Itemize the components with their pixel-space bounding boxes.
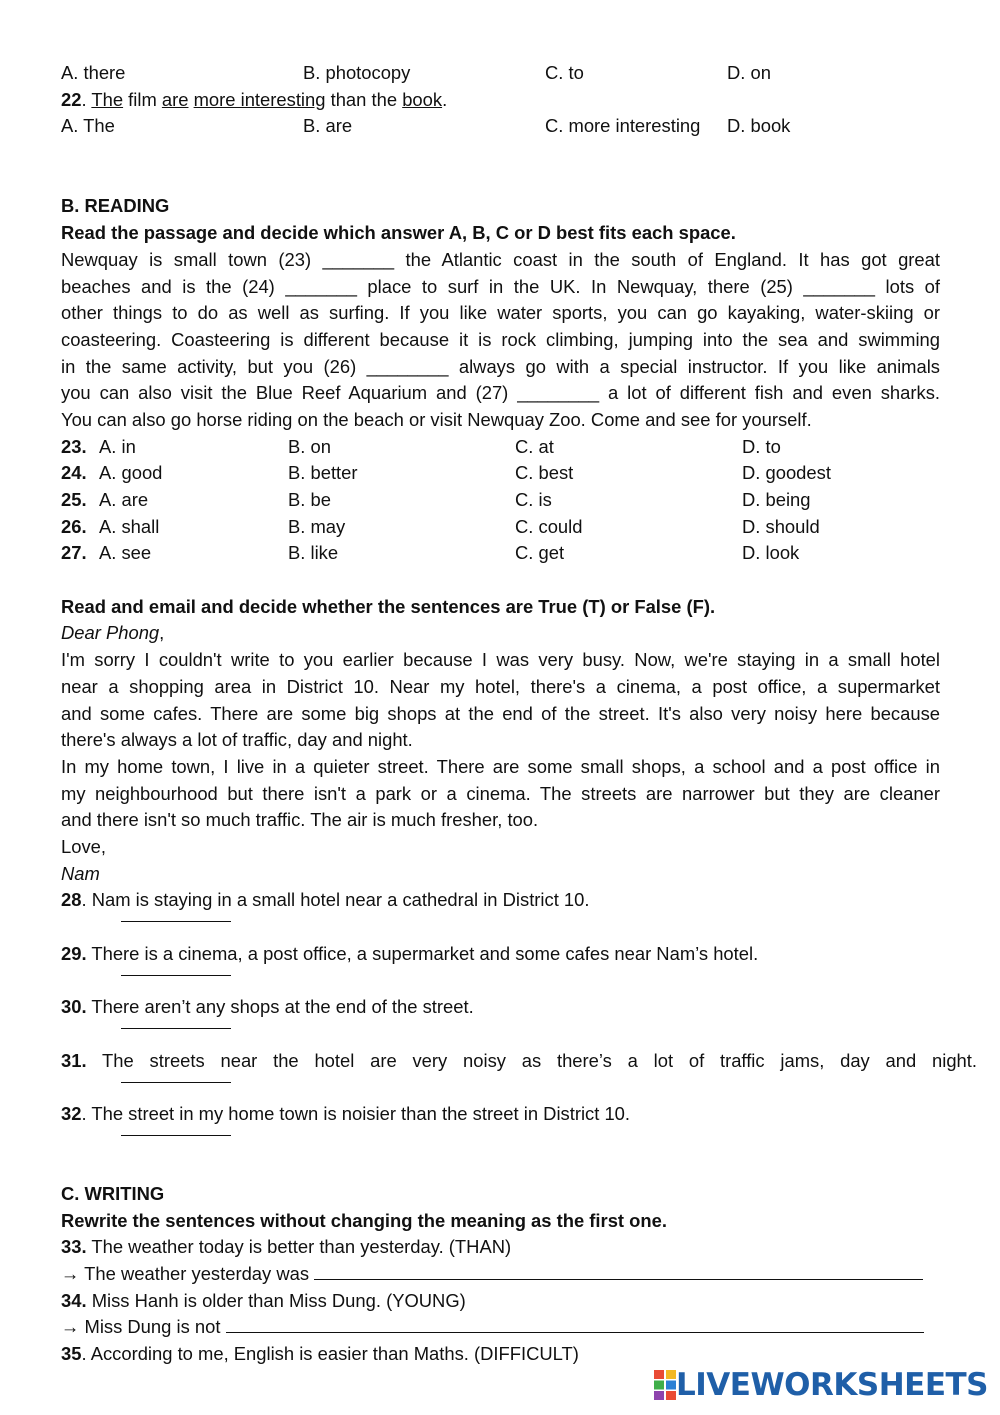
question-number: 24. bbox=[61, 462, 87, 484]
writing-items bbox=[61, 1234, 941, 1341]
option-a[interactable]: A. see bbox=[99, 542, 152, 564]
q21-option-c: C. to bbox=[545, 62, 584, 83]
passage-line: You can also go horse riding on the beach or visit Newquay Zoo. Come and see for yourself. bbox=[61, 408, 812, 430]
statement-number: 31. bbox=[61, 1049, 87, 1071]
passage-line: beaches and is the (24) _______ place to surf in the UK. In Newquay, there (25) _______ lots of bbox=[61, 275, 940, 297]
passage-line: Newquay is small town (23) _______ the Atlantic coast in the south of England. It has got great bbox=[61, 248, 940, 270]
question-number: 23. bbox=[61, 435, 87, 457]
q22-part: The bbox=[91, 88, 124, 110]
question-number: 26. bbox=[61, 515, 87, 537]
q22-part: more interesting bbox=[193, 88, 326, 110]
email-line: In my home town, I live in a quieter street. There are some small shops, a school and a post office in bbox=[61, 755, 940, 777]
email-signature: Nam bbox=[61, 862, 100, 884]
reading-questions bbox=[61, 434, 941, 567]
rewrite-prompt: Miss Dung is not bbox=[79, 1316, 226, 1338]
answer-blank[interactable] bbox=[121, 1135, 231, 1136]
option-a[interactable]: A. in bbox=[99, 435, 136, 457]
worksheet-page bbox=[61, 60, 978, 1368]
question-number: 33. bbox=[61, 1236, 87, 1258]
email-line: near a shopping area in District 10. Near my hotel, there's a cinema, a post office, a supermarket bbox=[61, 675, 940, 697]
statement-number: 32 bbox=[61, 1102, 82, 1124]
option-d[interactable]: D. to bbox=[742, 435, 781, 457]
question-number: 27. bbox=[61, 542, 87, 564]
reading-heading: B. READING bbox=[61, 195, 170, 217]
tf-statement bbox=[61, 941, 941, 994]
option-a[interactable]: A. shall bbox=[99, 515, 160, 537]
writing-instruction: Rewrite the sentences without changing the meaning as the first one. bbox=[61, 1209, 667, 1231]
writing-question: 33. The weather today is better than yesterday. (THAN) bbox=[61, 1236, 512, 1258]
option-c[interactable]: C. best bbox=[515, 462, 574, 484]
tf-statement bbox=[61, 1101, 941, 1154]
question-number: 34. bbox=[61, 1289, 87, 1311]
option-d[interactable]: D. being bbox=[742, 489, 811, 511]
email-closing: Love, bbox=[61, 835, 106, 857]
q21-option-d: D. on bbox=[727, 62, 771, 83]
option-c[interactable]: C. could bbox=[515, 515, 583, 537]
statement-number: 29. bbox=[61, 942, 87, 964]
arrow-icon: → bbox=[61, 1316, 80, 1338]
answer-blank[interactable] bbox=[121, 1082, 231, 1083]
tf-statement bbox=[61, 994, 941, 1047]
logo-wordmark: LIVEWORKSHEETS bbox=[676, 1367, 988, 1403]
reading-passage bbox=[61, 247, 941, 434]
question-number: 25. bbox=[61, 489, 87, 511]
option-b[interactable]: B. on bbox=[288, 435, 331, 457]
q22-option-b: B. are bbox=[303, 115, 353, 137]
tf-statement bbox=[61, 1048, 978, 1101]
logo-blocks-icon bbox=[654, 1370, 676, 1400]
rewrite-prompt: The weather yesterday was bbox=[79, 1263, 315, 1285]
rewrite-answer-line[interactable] bbox=[314, 1261, 923, 1280]
reading-question bbox=[61, 487, 941, 514]
option-d[interactable]: D. look bbox=[742, 542, 800, 564]
passage-line: other things to do as well as surfing. If you like water sports, you can go kayaking, water-skiing or bbox=[61, 302, 940, 324]
reading-question bbox=[61, 460, 941, 487]
q22-option-d: D. book bbox=[727, 115, 791, 137]
q22-part: book bbox=[402, 88, 443, 110]
rewrite-answer-line[interactable] bbox=[226, 1314, 924, 1333]
statement-text: 28. Nam is staying in a small hotel near a cathedral in District 10. bbox=[61, 889, 590, 911]
q22-part: than the bbox=[325, 88, 403, 110]
statement-text: 29. There is a cinema, a post office, a supermarket and some cafes near Nam’s hotel. bbox=[61, 942, 759, 964]
q22-text bbox=[91, 89, 447, 110]
statement-text: 31. The streets near the hotel are very noisy as there’s a lot of traffic jams, day and night. bbox=[61, 1049, 978, 1071]
email-line: there's always a lot of traffic, day and night. bbox=[61, 729, 413, 751]
q22-part: are bbox=[161, 88, 189, 110]
statement-number: 30. bbox=[61, 996, 87, 1018]
rewrite-row bbox=[61, 1261, 941, 1288]
email-line: and some cafes. There are some big shops at the end of the street. It's also very noisy here because bbox=[61, 702, 940, 724]
email-greeting: Dear Phong, bbox=[61, 622, 165, 644]
tf-statement bbox=[61, 887, 941, 940]
email-line: and there isn't so much traffic. The air is much fresher, too. bbox=[61, 809, 539, 831]
q21-options bbox=[61, 60, 941, 87]
statement-number: 28 bbox=[61, 889, 82, 911]
option-a[interactable]: A. good bbox=[99, 462, 163, 484]
answer-blank[interactable] bbox=[121, 975, 231, 976]
statement-text: 32. The street in my home town is noisier than the street in District 10. bbox=[61, 1102, 631, 1124]
email-line: my neighbourhood but there isn't a park or a cinema. The streets are narrower but they are cleaner bbox=[61, 782, 940, 804]
q22-number: 22 bbox=[61, 88, 82, 110]
email-instruction: Read and email and decide whether the sentences are True (T) or False (F). bbox=[61, 595, 716, 617]
passage-line: coasteering. Coasteering is different because it is rock climbing, jumping into the sea and swimming bbox=[61, 328, 940, 350]
writing-heading: C. WRITING bbox=[61, 1182, 165, 1204]
option-d[interactable]: D. goodest bbox=[742, 462, 831, 484]
statement-text: 30. There aren’t any shops at the end of the street. bbox=[61, 996, 474, 1018]
option-b[interactable]: B. like bbox=[288, 542, 339, 564]
option-d[interactable]: D. should bbox=[742, 515, 820, 537]
email-line: I'm sorry I couldn't write to you earlier because I was very busy. Now, we're staying in a small hotel bbox=[61, 649, 940, 671]
q35-sentence: 35. According to me, English is easier than Maths. (DIFFICULT) bbox=[61, 1343, 579, 1365]
reading-question bbox=[61, 434, 941, 461]
option-b[interactable]: B. may bbox=[288, 515, 346, 537]
writing-question: 34. Miss Hanh is older than Miss Dung. (YOUNG) bbox=[61, 1289, 466, 1311]
arrow-icon: → bbox=[61, 1263, 80, 1285]
reading-question bbox=[61, 514, 941, 541]
option-a[interactable]: A. are bbox=[99, 489, 149, 511]
option-c[interactable]: C. at bbox=[515, 435, 554, 457]
rewrite-row bbox=[61, 1314, 941, 1341]
q21-option-a: A. there bbox=[61, 62, 126, 83]
q22-part: . bbox=[442, 88, 448, 110]
answer-blank[interactable] bbox=[121, 1028, 231, 1029]
reading-instruction: Read the passage and decide which answer A, B, C or D best fits each space. bbox=[61, 222, 736, 244]
reading-question bbox=[61, 540, 941, 567]
q22-options bbox=[61, 113, 941, 140]
passage-line: in the same activity, but you (26) ________ always go with a special instructor. If you like animals bbox=[61, 355, 940, 377]
option-b[interactable]: B. better bbox=[288, 462, 358, 484]
option-c[interactable]: C. get bbox=[515, 542, 565, 564]
q22-sentence: 22. The film are more interesting than the book. bbox=[61, 88, 448, 110]
q22-part: film bbox=[123, 88, 162, 110]
email-body bbox=[61, 647, 941, 834]
option-c[interactable]: C. is bbox=[515, 489, 552, 511]
answer-blank[interactable] bbox=[121, 921, 231, 922]
passage-line: you can also visit the Blue Reef Aquarium and (27) ________ a lot of different fish and even sharks. bbox=[61, 382, 940, 404]
option-b[interactable]: B. be bbox=[288, 489, 331, 511]
liveworksheets-logo[interactable] bbox=[654, 1365, 988, 1405]
q21-option-b: B. photocopy bbox=[303, 62, 411, 83]
tf-statements bbox=[61, 887, 978, 1154]
q22-option-c: C. more interesting bbox=[545, 115, 701, 137]
q22-option-a: A. The bbox=[61, 115, 115, 137]
